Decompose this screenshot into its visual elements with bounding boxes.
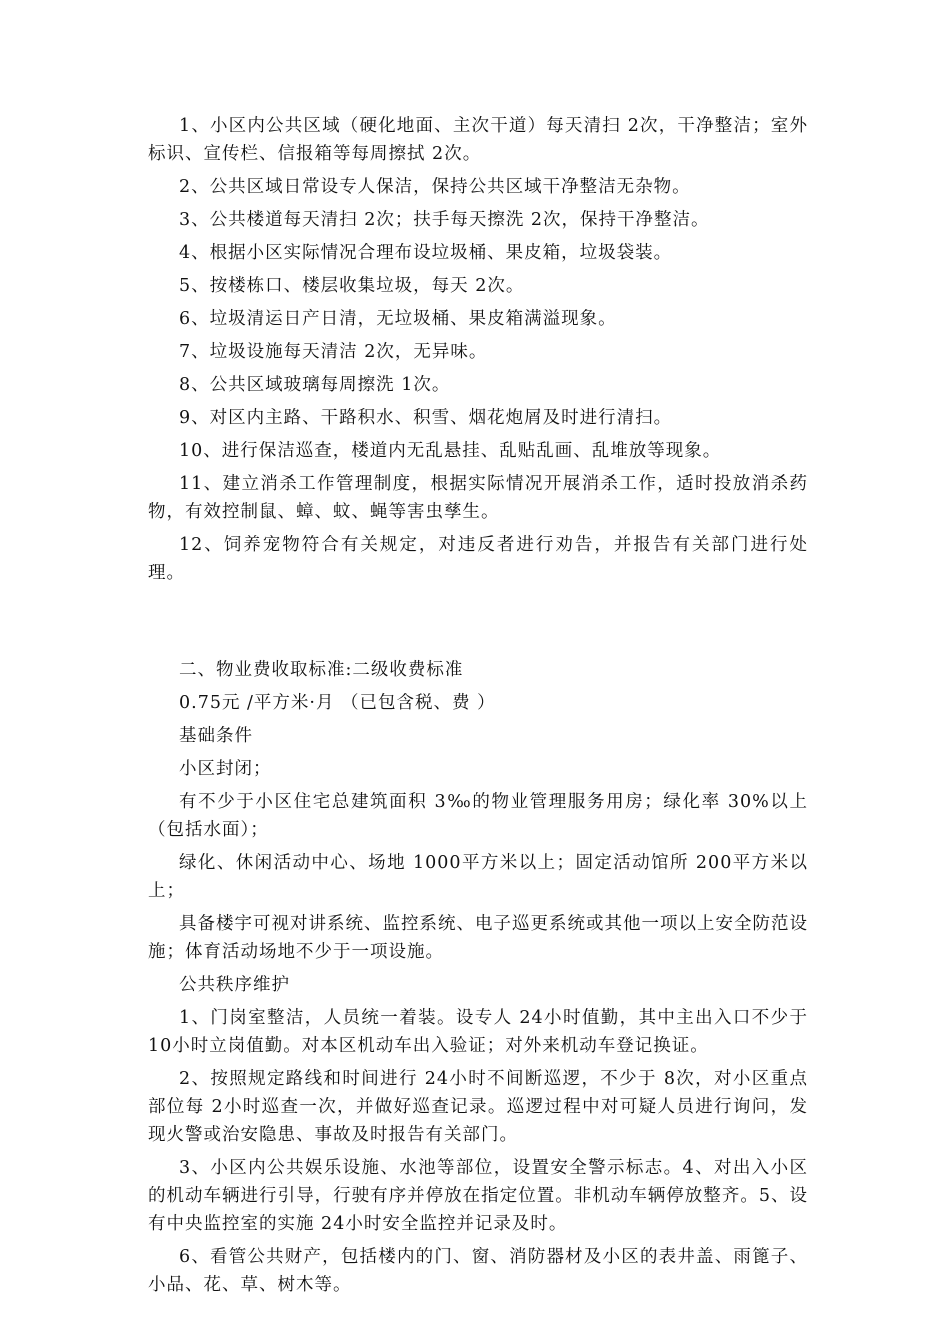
document-body	[148, 112, 808, 1304]
cleaning-item: 7、垃圾设施每天清洁 2次，无异味。	[179, 342, 488, 362]
fee-heading: 二、物业费收取标准:二级收费标准	[179, 660, 464, 680]
cleaning-item: 10、进行保洁巡查，楼道内无乱悬挂、乱贴乱画、乱堆放等现象。	[179, 441, 722, 461]
condition-item: 小区封闭；	[179, 759, 272, 779]
cleaning-item: 11、建立消杀工作管理制度，根据实际情况开展消杀工作，适时投放消杀药物，有效控制鼠、蟑、蚊、蝇等害虫孳生。	[148, 474, 808, 522]
public-order-title: 公共秩序维护	[179, 975, 290, 995]
cleaning-item: 2、公共区域日常设专人保洁，保持公共区域干净整洁无杂物。	[179, 177, 691, 197]
order-item: 3、小区内公共娱乐设施、水池等部位，设置安全警示标志。4、对出入小区的机动车辆进行引导，行驶有序并停放在指定位置。非机动车辆停放整齐。5、设有中央监控室的实施 24小时安全监控并记录及时。	[148, 1158, 808, 1234]
condition-item: 具备楼宇可视对讲系统、监控系统、电子巡更系统或其他一项以上安全防范设施；体育活动场地不少于一项设施。	[148, 914, 808, 962]
fee-price: 0.75元 /平方米·月 （已包含税、费 ）	[179, 693, 496, 713]
order-item: 2、按照规定路线和时间进行 24小时不间断巡逻，不少于 8次，对小区重点部位每 2小时巡查一次，并做好巡查记录。巡逻过程中对可疑人员进行询问，发现火警或治安隐患、事故及时报告有关部门。	[148, 1069, 808, 1145]
cleaning-item: 3、公共楼道每天清扫 2次；扶手每天擦洗 2次，保持干净整洁。	[179, 210, 710, 230]
cleaning-item: 4、根据小区实际情况合理布设垃圾桶、果皮箱，垃圾袋装。	[179, 243, 673, 263]
condition-item: 有不少于小区住宅总建筑面积 3‰的物业管理服务用房；绿化率 30%以上（包括水面）；	[148, 792, 808, 840]
order-item: 6、看管公共财产，包括楼内的门、窗、消防器材及小区的表井盖、雨篦子、小品、花、草、树木等。	[148, 1247, 808, 1295]
cleaning-item: 1、小区内公共区域（硬化地面、主次干道）每天清扫 2次，干净整洁；室外标识、宣传栏、信报箱等每周擦拭 2次。	[148, 116, 808, 164]
basic-conditions-title: 基础条件	[179, 726, 253, 746]
cleaning-item: 8、公共区域玻璃每周擦洗 1次。	[179, 375, 451, 395]
cleaning-item: 9、对区内主路、干路积水、积雪、烟花炮屑及时进行清扫。	[179, 408, 673, 428]
section-spacer	[148, 592, 808, 656]
cleaning-item: 5、按楼栋口、楼层收集垃圾，每天 2次。	[179, 276, 525, 296]
condition-item: 绿化、休闲活动中心、场地 1000平方米以上；固定活动馆所 200平方米以上；	[148, 853, 808, 901]
cleaning-item: 12、饲养宠物符合有关规定，对违反者进行劝告，并报告有关部门进行处理。	[148, 535, 808, 583]
cleaning-item: 6、垃圾清运日产日清，无垃圾桶、果皮箱满溢现象。	[179, 309, 617, 329]
order-item: 1、门岗室整洁，人员统一着装。设专人 24小时值勤，其中主出入口不少于 10小时立岗值勤。对本区机动车出入验证；对外来机动车登记换证。	[148, 1008, 808, 1056]
